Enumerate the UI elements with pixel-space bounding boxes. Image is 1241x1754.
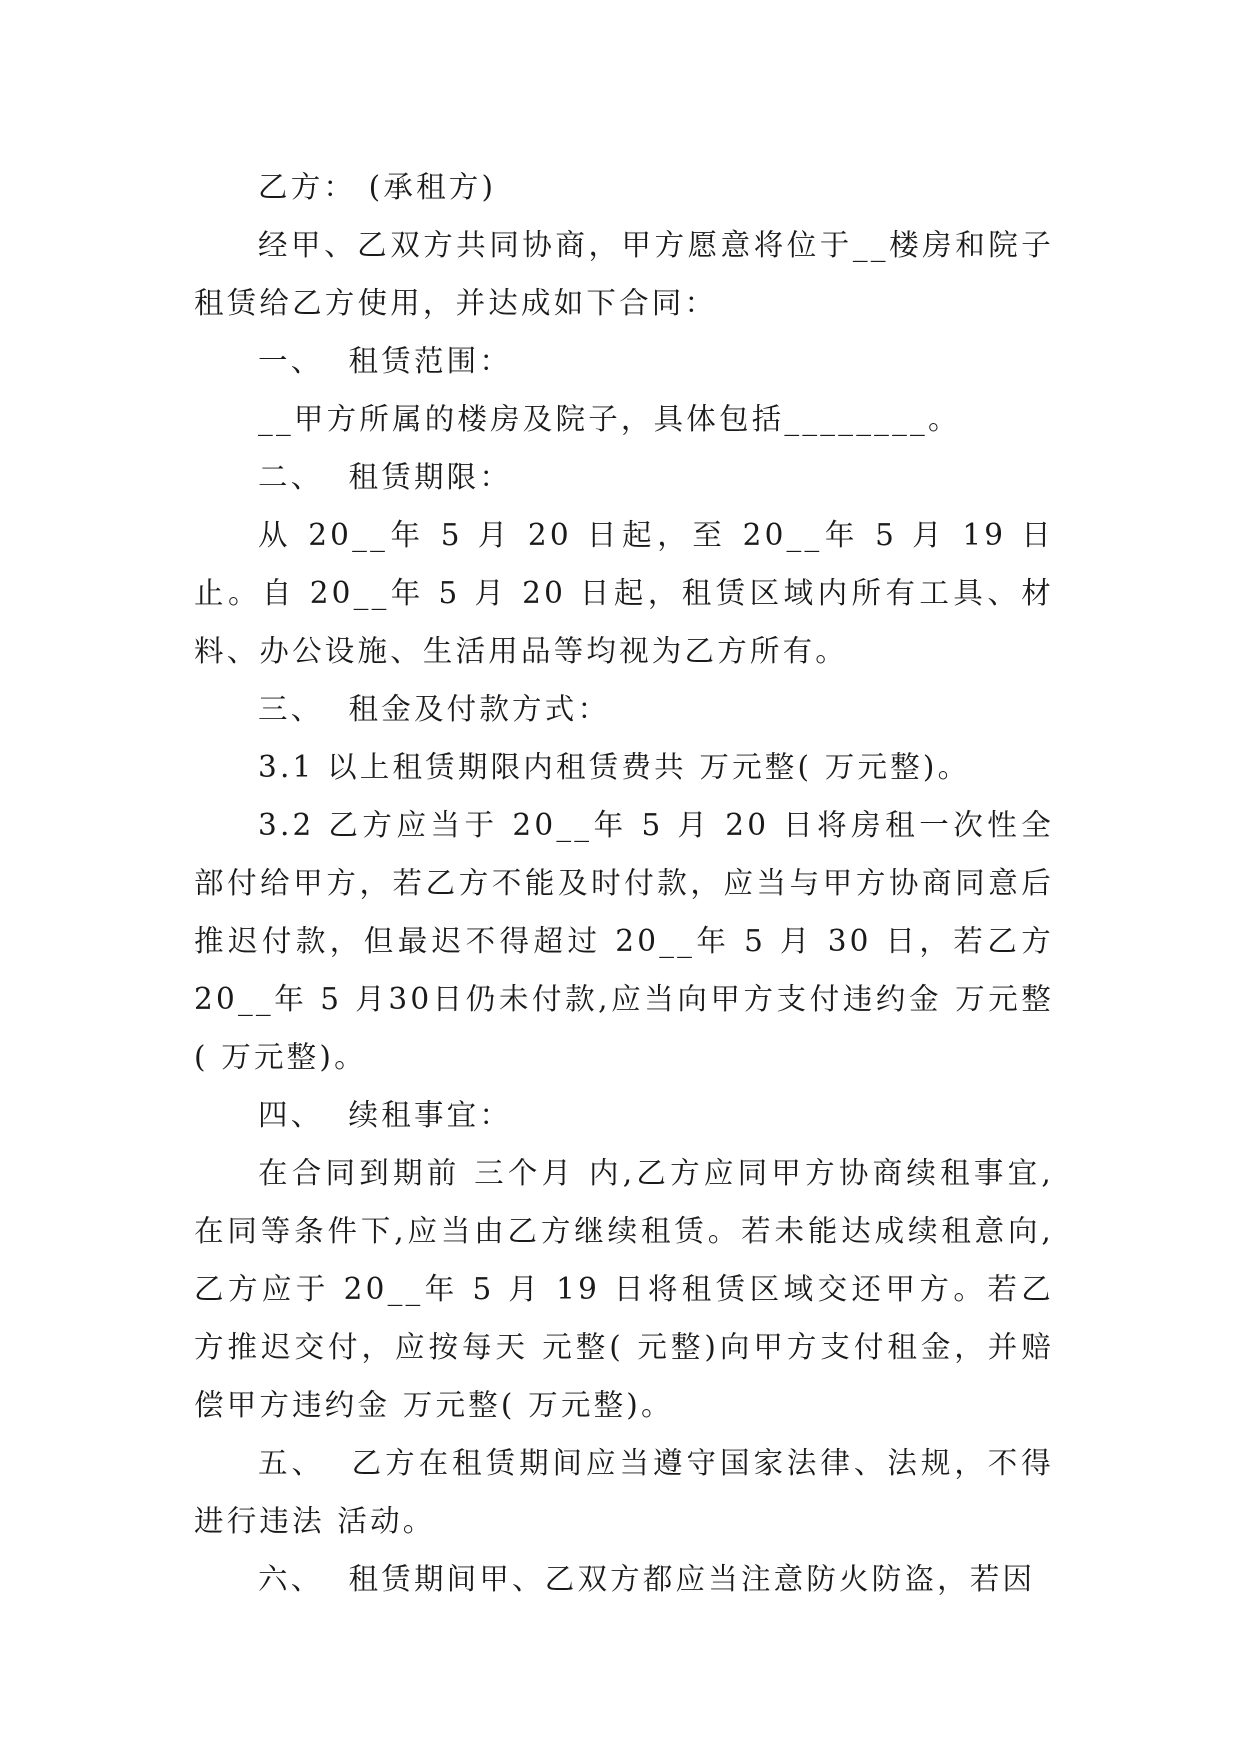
clause-3-1: 3.1 以上租赁期限内租赁费共 万元整( 万元整)。 (258, 750, 971, 784)
section-3-heading: 三、 租金及付款方式： (258, 692, 611, 726)
section-2-text: 从 20__年 5 月 20 日起，至 20__年 5 月 19 日止。自 20__年 5 月 20 日起，租赁区域内所有工具、材料、办公设施、生活用品等均视为乙方所有。 (194, 518, 1054, 668)
section-4-text: 在合同到期前 三个月 内,乙方应同甲方协商续租事宜,在同等条件下,应当由乙方继续租赁。若未能达成续租意向,乙方应于 20__年 5 月 19 日将租赁区域交还甲方。若乙方推迟交付，应按每天 元整( 元整)向甲方支付租金，并赔偿甲方违约金 万元整( 万元整)。 (194, 1156, 1054, 1422)
section-6-text: 六、 租赁期间甲、乙双方都应当注意防火防盗，若因 (258, 1562, 1036, 1596)
section-1-text: __甲方所属的楼房及院子，具体包括________。 (258, 402, 961, 436)
intro-paragraph: 经甲、乙双方共同协商，甲方愿意将位于__楼房和院子租赁给乙方使用，并达成如下合同： (194, 228, 1054, 320)
section-2-heading: 二、 租赁期限： (258, 460, 513, 494)
clause-3-2: 3.2 乙方应当于 20__年 5 月 20 日将房租一次性全部付给甲方，若乙方不能及时付款，应当与甲方协商同意后推迟付款，但最迟不得超过 20__年 5 月 30 日，若乙方 20__年 5 月30日仍未付款,应当向甲方支付违约金 万元整( 万元整)。 (194, 808, 1067, 1074)
party-b-line: 乙方： (承租方) (258, 170, 497, 204)
section-4-heading: 四、 续租事宜： (258, 1098, 513, 1132)
section-1-heading: 一、 租赁范围： (258, 344, 513, 378)
section-5-text: 五、 乙方在租赁期间应当遵守国家法律、法规，不得进行违法 活动。 (194, 1446, 1054, 1538)
document-body (194, 158, 1067, 1608)
